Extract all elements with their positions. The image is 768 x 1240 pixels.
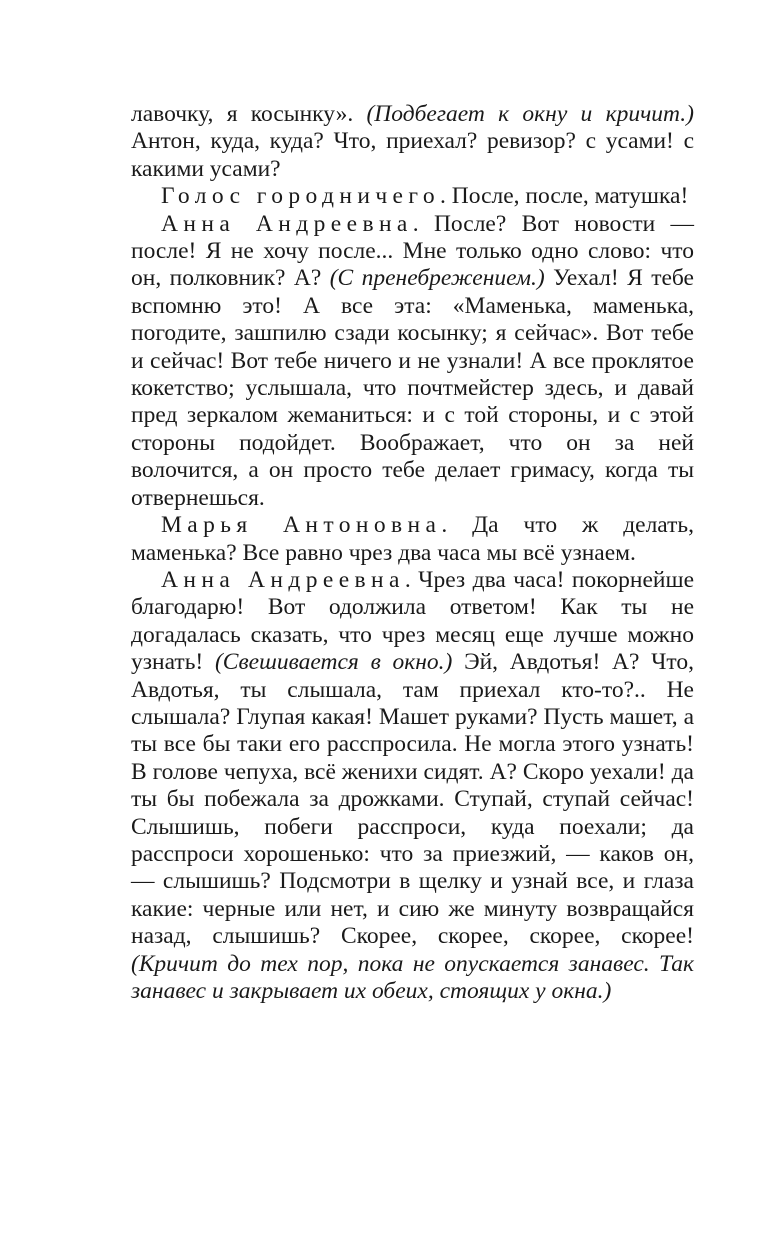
stage-direction: (Кричит до тех пор, пока не опускается занавес. Так занавес и закрывает их обеих, стоящих у окна.): [131, 950, 694, 1004]
paragraph-gorodnichy: [131, 183, 694, 210]
dialogue-text: . Да что ж делать, маменька? Все равно чрез два часа мы всё узнаем.: [131, 512, 694, 566]
dialogue-text: . После, после, матушка!: [440, 183, 689, 210]
speaker-name: Анна Андреевна: [161, 566, 405, 593]
stage-direction: (Свешивается в окно.): [214, 649, 453, 676]
page-text: [131, 101, 694, 1005]
dialogue-text: Уехал! Я тебе вспомню это! А все эта: «Маменька, маменька, погодите, зашпилю сзади косынку; я сейчас». Вот тебе и сейчас! Вот тебе ничего и не узнали! А все проклятое кокетство; услышала, что почтмейстер здесь, и давай пред зеркалом жеманиться: и с той стороны, и с этой стороны подойдет. Воображает, что он за ней волочится, а он просто тебе делает гримасу, когда ты отвернешься.: [131, 265, 694, 511]
paragraph-anna-2: [131, 567, 694, 1006]
dialogue-text: . Чрез два часа! покорнейше благодарю! Вот одолжила ответом! Как ты не догадалась сказать, что чрез месяц еще лучше можно узнать!: [131, 566, 695, 676]
stage-direction: (Подбегает к окну и кричит.): [366, 101, 694, 127]
dialogue-text: Эй, Авдотья! А? Что, Авдотья, ты слышала, там приехал кто-то?.. Не слышала? Глупая какая! Машет руками? Пусть машет, а ты все бы таки его расспросила. Не могла этого узнать! В голове чепуха, всё женихи сидят. А? Скоро уехали! да ты бы побежала за дрожками. Ступай, ступай сейчас! Слышишь, побеги расспроси, куда поехали; да расспроси хорошенько: что за приезжий, — каков он, — слышишь? Подсмотри в щелку и узнай все, и глаза какие: черные или нет, и сию же минуту возвращайся назад, слышишь? Скорее, скорее, скорее, скорее!: [131, 649, 694, 950]
stage-direction: (С пренебрежением.): [329, 265, 545, 292]
paragraph-marya: [131, 512, 694, 567]
dialogue-text: . После? Вот новости — после! Я не хочу после... Мне только одно слово: что он, полковник? А?: [131, 210, 694, 292]
speaker-name: Марья Антоновна: [161, 512, 442, 539]
speaker-name: Анна Андреевна: [161, 210, 413, 237]
dialogue-text: лавочку, я косынку».: [131, 101, 367, 127]
speaker-name: Голос городничего: [161, 183, 441, 210]
paragraph-anna-1: [131, 211, 694, 512]
paragraph-continuation: [131, 101, 694, 183]
dialogue-text: Антон, куда, куда? Что, приехал? ревизор? с усами! с какими усами?: [131, 128, 694, 182]
